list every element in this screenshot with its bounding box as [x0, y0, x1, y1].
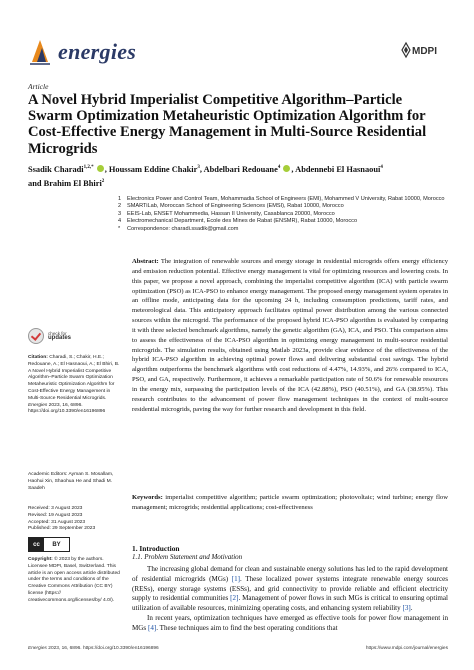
affiliation-text: EEIS-Lab, ENSET Mohammedia, Hassan II University, Casablanca 20000, Morocco [127, 210, 335, 217]
author-affiliation-marker: 3 [197, 165, 200, 170]
author-name[interactable]: Houssam Eddine Chakir [108, 164, 198, 174]
updates-text [48, 331, 71, 342]
section-title: 1. Introduction [132, 544, 180, 553]
footer-journal-url[interactable]: https://www.mdpi.com/journal/energies [365, 646, 448, 651]
author-name[interactable]: Abdelbari Redouane [203, 164, 278, 174]
academic-editors: Academic Editors: Ayman S. Mosallam, Haohui Xin, Shaohua He and Shadi M. Saadeh [28, 472, 114, 491]
affiliation-number: 1 [118, 196, 122, 202]
author-name[interactable]: Ssadik Charadi [28, 164, 84, 174]
paragraph-text: . These localized power systems integrate renewable energy sources (RESs), energy storage systems (ESSs), and grid connectivity to provide reliable and efficient electricity supply to residential communities [132, 574, 448, 603]
updates-label: updates [48, 335, 72, 341]
citation-text: Charadi, S.; Chakir, H.E.; Redouane, A.; El Hasnaoui, A.; El Bhiri, B. A Novel Hybrid Imperialist Competitive Algorithm–Particle Swarm Optimization Metaheuristic Optimization Algorithm for Cost-Effective Energy Management in Multi-Source Residential Microgrids. [28, 355, 120, 401]
author-affiliation-marker: 4 [277, 165, 281, 170]
publication-dates [28, 506, 120, 533]
paragraph [132, 614, 448, 634]
check-updates-icon [28, 328, 44, 344]
affiliation-number: * [118, 225, 121, 232]
reference-link[interactable]: [4] [147, 623, 157, 632]
affiliation-number: 4 [118, 218, 122, 225]
cc-by-license-badge[interactable] [28, 537, 70, 552]
affiliation-number: 2 [118, 203, 122, 210]
date-received: Received: 3 August 2023 [28, 506, 83, 511]
copyright-text: © 2023 by the authors. Licensee MDPI, Basel, Switzerland. This article is an open access article distributed under the terms and conditions of the Creative Commons Attribution (CC BY) license (https:// creativecommons.org/licenses/by/ 4.0/). [28, 557, 120, 603]
abstract [132, 257, 448, 415]
affiliation-item [118, 196, 448, 203]
check-for-updates-button[interactable] [28, 324, 88, 348]
keywords-text: imperialist competitive algorithm; particle swarm optimization; photovoltaic; wind turbine; energy flow management; microgrids; residential applications; cost-effectiveness [132, 494, 448, 511]
updates-check-text: check for [48, 330, 67, 336]
date-published: Published: 29 September 2023 [28, 526, 96, 532]
affiliation-item [118, 211, 448, 218]
keywords [132, 493, 448, 513]
footer-journal: Energies [28, 646, 47, 651]
citation-label: Citation: [28, 355, 48, 360]
cc-icon: cc [29, 538, 44, 551]
paragraph-text: The increasing global demand for clean and sustainable energy solutions has led to the rapid development of residential microgrids (MGs) [132, 565, 448, 583]
author-list: Ssadik Charadi$^{1,2,*}$ , Houssam Eddine Chakir$^3$, Abdelbari Redouane$^4$ , Abdennebi El Hasnaoui$^4$ and Brahim El Bhiri$^2$ [28, 164, 383, 189]
author-affiliation-marker: 2 [101, 179, 105, 185]
affiliation-item [118, 218, 448, 225]
author-name[interactable]: Abdennebi El Hasnaoui [295, 164, 381, 174]
affiliation-text: Electromechanical Department, Ecole des Mines de Rabat (ENSMR), Rabat 10000, Morocco [127, 218, 358, 225]
article-title: A Novel Hybrid Imperialist Competitive Algorithm–Particle Swarm Optimization Metaheuristic Optimization Algorithm for Cost-Effective Energy Management in Multi-Source Residential Microgrids [28, 92, 427, 157]
journal-logo-icon [28, 38, 52, 66]
date-revised: Revised: 19 August 2023 [28, 512, 83, 518]
citation-doi[interactable]: 2023, 16, 6896. https://doi.org/10.3390/en16196896 [28, 402, 106, 415]
copyright-block [28, 557, 120, 605]
affiliation-text: SMARTiLab, Moroccan School of Engineering Sciences (EMSI), Rabat 10000, Morocco [127, 203, 344, 210]
orcid-icon[interactable] [97, 165, 104, 172]
abstract-label: Abstract: [132, 258, 159, 265]
citation-journal: Energies [28, 402, 48, 408]
date-accepted: Accepted: 31 August 2023 [28, 519, 86, 525]
paragraph-text: . These techniques aim to find the best operating conditions that [156, 623, 338, 632]
journal-name[interactable]: energies [58, 39, 137, 64]
affiliation-item [118, 203, 448, 210]
subsection-title: 1.1. Problem Statement and Motivation [132, 553, 243, 561]
affiliation-text: Electronics Power and Control Team, Mohammadia School of Engineers (EMI), Mohammed V University, Rabat 10000, Morocco [127, 196, 445, 202]
orcid-icon[interactable] [283, 165, 290, 172]
affiliation-list [118, 196, 448, 233]
reference-link[interactable]: [2] [230, 594, 239, 603]
mdpi-logo-text: MDPI [412, 46, 437, 57]
copyright-label: Copyright: [28, 557, 53, 562]
by-icon: BY [52, 541, 61, 548]
author-name[interactable]: Brahim El Bhiri [43, 179, 102, 189]
paragraph-text: In recent years, optimization techniques have emerged as effective tools for power flow management in MGs [132, 613, 448, 632]
introduction-body [132, 565, 448, 634]
author-affiliation-marker: 1,2,* [83, 165, 94, 170]
mdpi-logo[interactable] [400, 40, 444, 60]
affiliation-number: 3 [118, 210, 122, 217]
paragraph-text: . Management of power flows in such MGs is critical to ensuring optimal utilization of available resources, minimizing operating costs, and enhancing system reliability [132, 594, 448, 613]
citation-block [28, 355, 120, 416]
footer-citation [28, 646, 159, 651]
author-affiliation-marker: 4 [380, 165, 383, 170]
article-type: Article [28, 82, 49, 91]
reference-link[interactable]: [3] [402, 604, 411, 613]
paragraph [132, 565, 448, 614]
footer-doi[interactable]: 2023, 16, 6896. https://doi.org/10.3390/en16196896 [48, 646, 159, 651]
reference-link[interactable]: [1] [231, 574, 240, 583]
affiliation-item [118, 226, 448, 233]
abstract-text: The integration of renewable sources and energy storage in residential microgrids offers energy efficiency and emission reduction potential. Effective energy management is vital for optimizing resources and lowering costs. In this paper, we propose a novel approach, combining the imperialist competitive algorithm (ICA) with particle swarm optimization (PSO) as ICA-PSO to enhance energy management. The proposed energy management system operates in an offline mode, anticipating data for the upcoming 24 h, including consumption predictions, tariff rates, and meteorological data. This anticipatory approach facilitates optimal power distribution among the various connected sources within the microgrid. The performance of the proposed hybrid ICA-PSO algorithm is evaluated by comparing it with three selected benchmark algorithms, namely the genetic algorithm (GA), ICA, and PSO. This comparison aims to assess the effectiveness of the ICA-PSO algorithm in optimizing energy management in multi-source residential microgrids. The simulation results, obtained using Matlab 2023a, provide clear evidence of the effectiveness of the hybrid ICA-PSO algorithm in achieving optimal power flows and delivering substantial cost savings. The hybrid algorithm outperforms the benchmark algorithms with cost reductions of 4.47%, 14.93%, and 26% compared to ICA, PSO, and GA, respectively. Furthermore, it achieves a remarkable participation rate of 50.6% for renewable resources in the energy mix, surpassing the participation levels of the ICA (42.88%), PSO (40.51%), and GA (38.95%). This research contributes to the advancement of power flow management techniques in the context of multi-source residential microgrids, paving the way for further research and development in this field. [132, 258, 448, 413]
correspondence-email[interactable]: Correspondence: charadi.ssadik@gmail.com [127, 225, 239, 232]
paragraph-text: . [410, 604, 413, 613]
keywords-label: Keywords: [132, 494, 163, 501]
